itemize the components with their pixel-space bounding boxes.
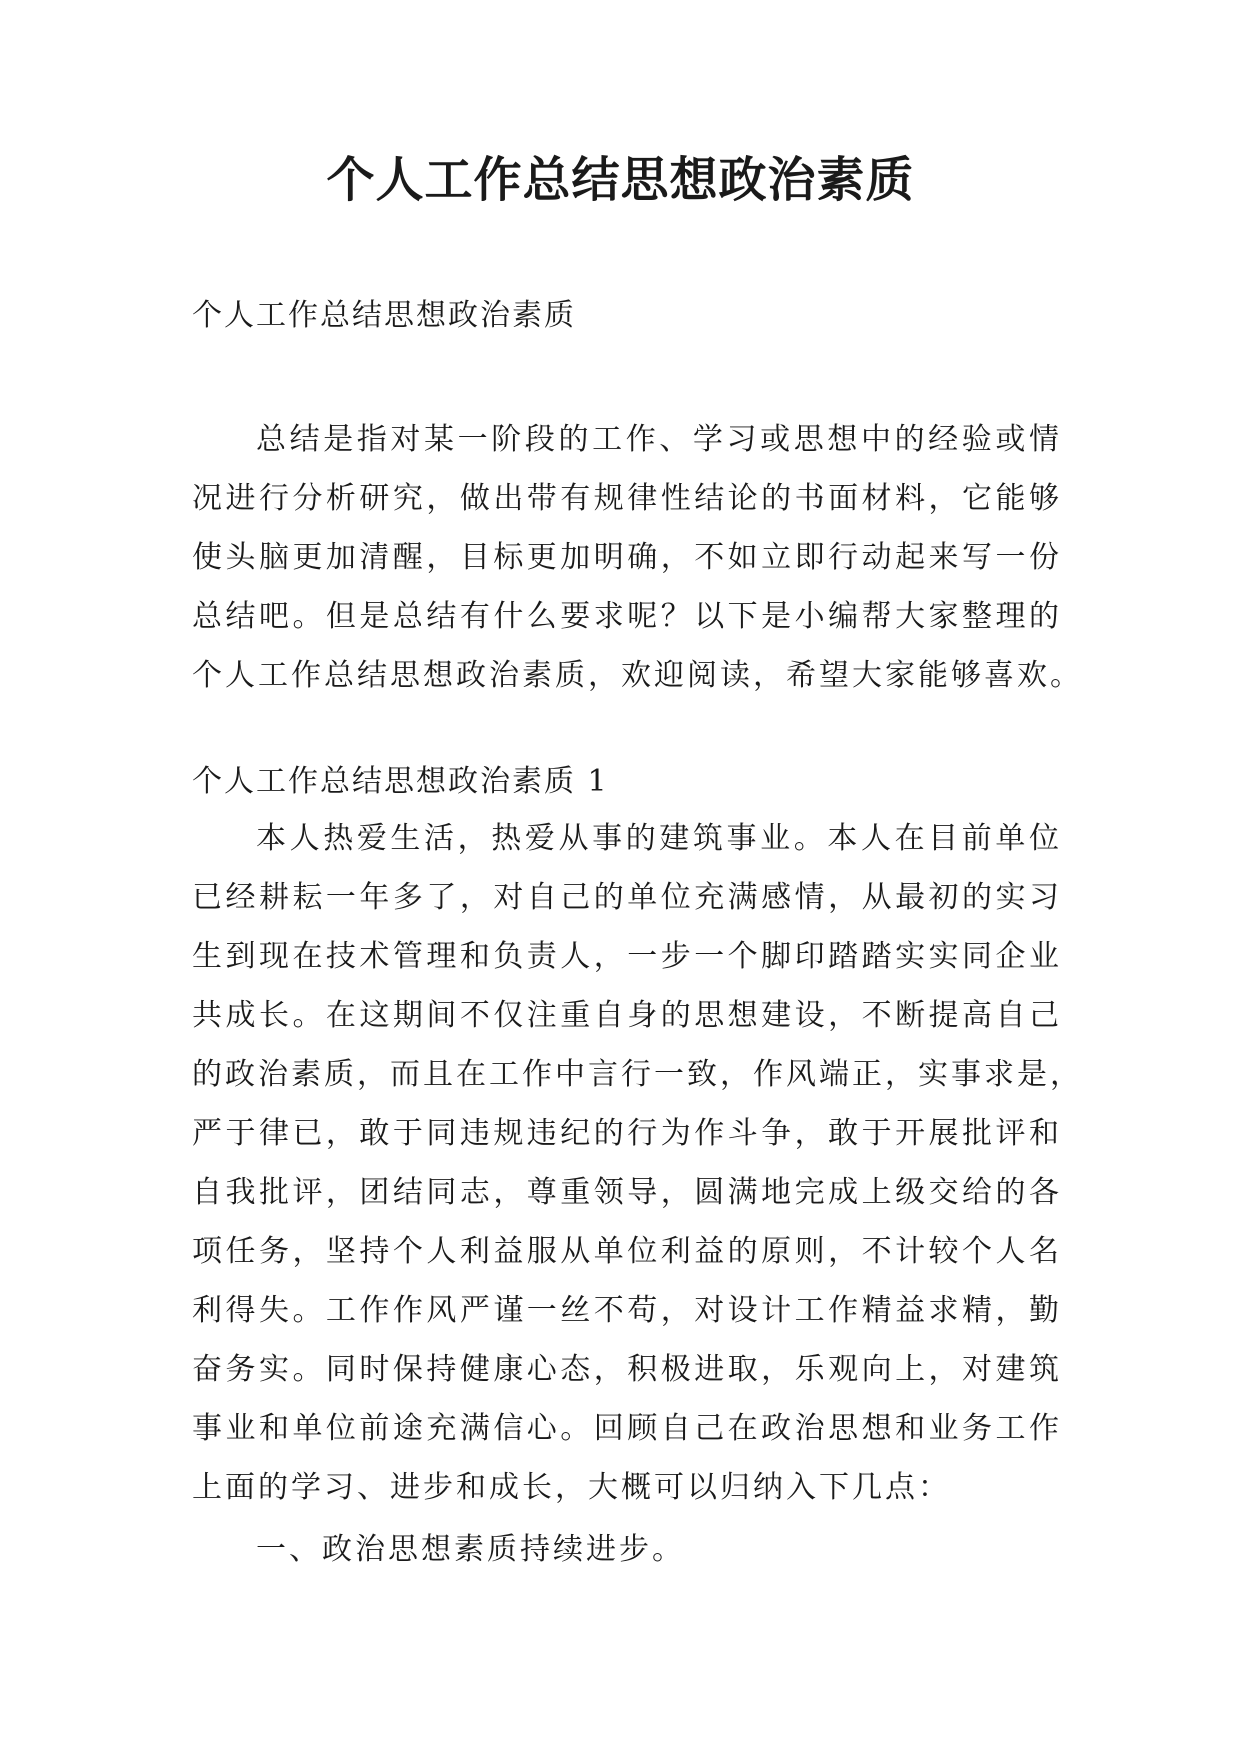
section-heading: 个人工作总结思想政治素质 1 xyxy=(192,764,609,799)
body-line: 严于律已，敢于同违规违纪的行为作斗争，敢于开展批评和 xyxy=(192,1116,1062,1151)
point-heading: 一、政治思想素质持续进步。 xyxy=(256,1532,685,1567)
intro-line: 使头脑更加清醒，目标更加明确，不如立即行动起来写一份 xyxy=(192,540,1062,575)
body-line: 共成长。在这期间不仅注重自身的思想建设，不断提高自己 xyxy=(192,998,1062,1033)
body-line: 的政治素质，而且在工作中言行一致，作风端正，实事求是， xyxy=(192,1057,1083,1092)
intro-line: 况进行分析研究，做出带有规律性结论的书面材料，它能够 xyxy=(192,481,1062,516)
body-line: 利得失。工作作风严谨一丝不苟，对设计工作精益求精，勤 xyxy=(192,1293,1062,1328)
body-line: 本人热爱生活，热爱从事的建筑事业。本人在目前单位 xyxy=(256,821,1062,856)
body-line: 事业和单位前途充满信心。回顾自己在政治思想和业务工作 xyxy=(192,1411,1062,1446)
body-line: 上面的学习、进步和成长，大概可以归纳入下几点： xyxy=(192,1470,951,1505)
intro-paragraph xyxy=(192,410,1083,705)
intro-line: 总结吧。但是总结有什么要求呢？以下是小编帮大家整理的 xyxy=(192,599,1062,634)
document-title: 个人工作总结思想政治素质 xyxy=(326,152,915,208)
intro-line: 个人工作总结思想政治素质，欢迎阅读，希望大家能够喜欢。 xyxy=(192,658,1083,693)
body-line: 生到现在技术管理和负责人，一步一个脚印踏踏实实同企业 xyxy=(192,939,1062,974)
body-line: 自我批评，团结同志，尊重领导，圆满地完成上级交给的各 xyxy=(192,1175,1062,1210)
body-line: 已经耕耘一年多了，对自己的单位充满感情，从最初的实习 xyxy=(192,880,1062,915)
body-line: 项任务，坚持个人利益服从单位利益的原则，不计较个人名 xyxy=(192,1234,1062,1269)
body-line: 奋务实。同时保持健康心态，积极进取，乐观向上，对建筑 xyxy=(192,1352,1062,1387)
intro-line: 总结是指对某一阶段的工作、学习或思想中的经验或情 xyxy=(256,422,1062,457)
document-subtitle: 个人工作总结思想政治素质 xyxy=(192,298,576,333)
section-body-paragraph xyxy=(192,809,1083,1517)
